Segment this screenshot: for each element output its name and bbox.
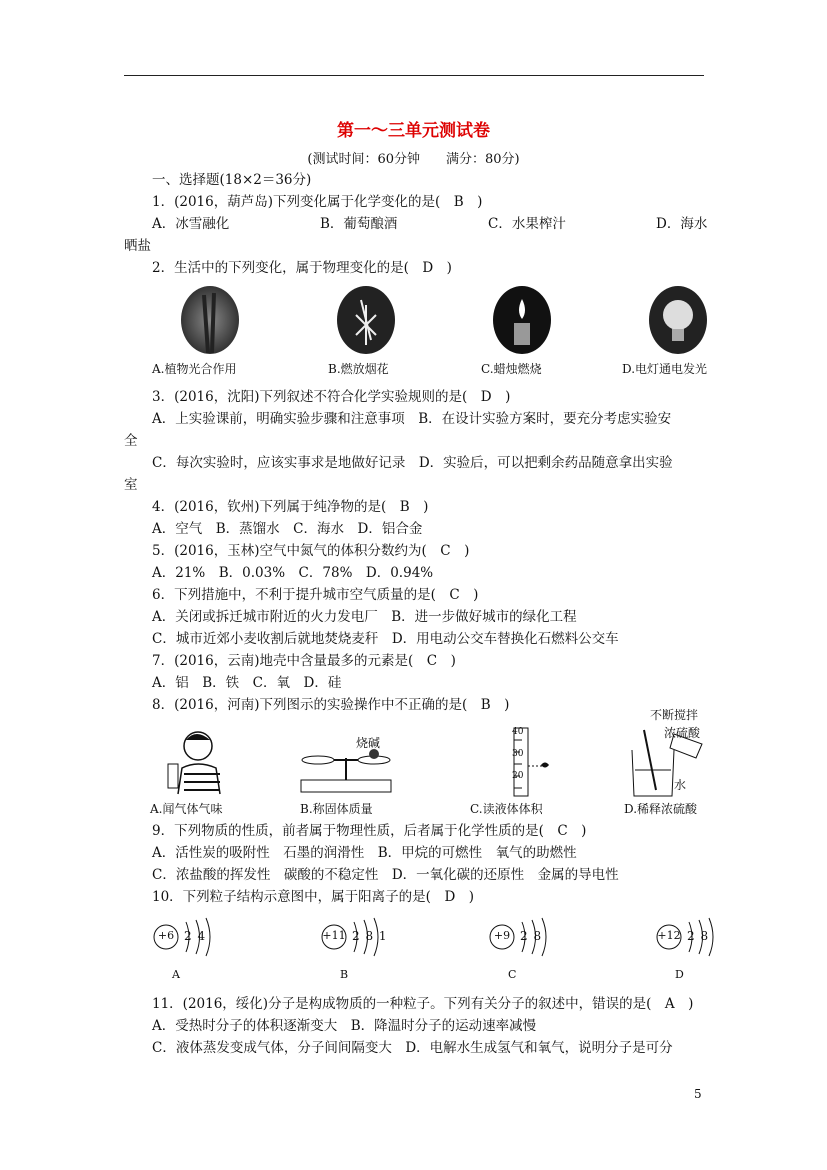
- smelling-gas-image: [160, 728, 230, 798]
- page-title: 第一～三单元测试卷: [337, 121, 490, 141]
- q4-stem: 4．(2016，钦州)下列属于纯净物的是( B ): [152, 499, 429, 515]
- q8-caption-d: D.稀释浓硫酸: [624, 802, 698, 816]
- q1-option-d: D．海水: [656, 216, 708, 232]
- electron-shells: 2 4: [184, 929, 207, 943]
- q9-stem: 9．下列物质的性质，前者属于物理性质，后者属于化学性质的是( C ): [152, 823, 587, 839]
- lightbulb-image: [648, 285, 708, 355]
- q8-caption-c: C.读液体体积: [470, 802, 543, 816]
- q11-stem: 11．(2016，绥化)分子是构成物质的一种粒子。下列有关分子的叙述中，错误的是( A ): [152, 996, 694, 1012]
- page-subtitle: (测试时间：60分钟 满分：80分): [307, 152, 520, 167]
- q6-stem: 6．下列措施中，不利于提升城市空气质量的是( C ): [152, 587, 479, 603]
- q10-stem: 10．下列粒子结构示意图中，属于阳离子的是( D ): [152, 889, 475, 905]
- q2-caption-b: B.燃放烟花: [328, 362, 389, 376]
- eye-icon: [540, 760, 550, 770]
- balance-image: [296, 736, 396, 796]
- q2-caption-d: D.电灯通电发光: [622, 362, 708, 376]
- atom-label: A: [172, 968, 180, 981]
- photosynthesis-image: [180, 285, 240, 355]
- q1-option-b: B．葡萄酿酒: [320, 216, 398, 232]
- q1-stem: 1．(2016，葫芦岛)下列变化属于化学变化的是( B ): [152, 194, 483, 210]
- q8-stem: 8．(2016，河南)下列图示的实验操作中不正确的是( B ): [152, 697, 510, 713]
- nucleus-charge: +9: [493, 929, 511, 942]
- q2-caption-c: C.蜡烛燃烧: [481, 362, 542, 376]
- fireworks-image: [336, 285, 396, 355]
- q11-line1: A．受热时分子的体积逐渐变大 B．降温时分子的运动速率减慢: [152, 1018, 537, 1034]
- tick-40: 40: [512, 727, 524, 737]
- q6-line1: A．关闭或拆迁城市附近的火力发电厂 B．进一步做好城市的绿化工程: [152, 609, 577, 625]
- header-rule: [124, 75, 704, 76]
- section-heading: 一、选择题(18×2＝36分): [152, 172, 312, 188]
- q4-options: A．空气 B．蒸馏水 C．海水 D．铝合金: [152, 521, 423, 537]
- q11-line2: C．液体蒸发变成气体，分子间间隔变大 D．电解水生成氢气和氧气，说明分子是可分: [152, 1040, 673, 1056]
- q3-line2: C．每次实验时，应该实事求是地做好记录 D．实验后，可以把剩余药品随意拿出实验: [152, 455, 673, 471]
- q3-line1-wrap: 全: [124, 433, 138, 449]
- q1-option-c: C．水果榨汁: [488, 216, 566, 232]
- stir-label: 不断搅拌: [650, 708, 699, 722]
- acid-label: 浓硫酸: [664, 726, 701, 740]
- nucleus-charge: +12: [657, 929, 681, 942]
- nucleus-charge: +11: [322, 929, 346, 942]
- graduated-cylinder-image: [504, 726, 544, 798]
- q7-options: A．铝 B．铁 C．氧 D．硅: [152, 675, 342, 691]
- electron-shells: 2 8: [687, 929, 710, 943]
- q2-stem: 2．生活中的下列变化，属于物理变化的是( D ): [152, 260, 452, 276]
- naoh-label: 烧碱: [356, 736, 381, 750]
- q3-line2-wrap: 室: [124, 477, 138, 493]
- q3-stem: 3．(2016，沈阳)下列叙述不符合化学实验规则的是( D ): [152, 389, 511, 405]
- q5-stem: 5．(2016，玉林)空气中氮气的体积分数约为( C ): [152, 543, 470, 559]
- q7-stem: 7．(2016，云南)地壳中含量最多的元素是( C ): [152, 653, 456, 669]
- q1-option-a: A．冰雪融化: [152, 216, 230, 232]
- q3-line1: A．上实验课前，明确实验步骤和注意事项 B．在设计实验方案时，要充分考虑实验安: [152, 411, 672, 427]
- electron-shells: 2 8: [520, 929, 543, 943]
- tick-30: 30: [512, 749, 524, 759]
- candle-image: [492, 285, 552, 355]
- atom-label: C: [508, 968, 517, 981]
- atom-label: D: [675, 968, 684, 981]
- q8-caption-b: B.称固体质量: [300, 802, 373, 816]
- water-label: 水: [674, 778, 687, 792]
- q2-caption-a: A.植物光合作用: [152, 362, 237, 376]
- electron-shells: 2 8 1: [352, 929, 388, 943]
- tick-20: 20: [512, 771, 524, 781]
- nucleus-charge: +6: [157, 929, 175, 942]
- atom-label: B: [340, 968, 349, 981]
- q9-line2: C．浓盐酸的挥发性 碳酸的不稳定性 D．一氧化碳的还原性 金属的导电性: [152, 867, 619, 883]
- q5-options: A．21% B．0.03% C．78% D．0.94%: [152, 565, 434, 581]
- q9-line1: A．活性炭的吸附性 石墨的润滑性 B．甲烷的可燃性 氧气的助燃性: [152, 845, 577, 861]
- q8-caption-a: A.闻气体气味: [150, 802, 223, 816]
- page-number: 5: [694, 1087, 702, 1101]
- q1-wrap: 晒盐: [124, 238, 151, 254]
- q6-line2: C．城市近郊小麦收割后就地焚烧麦秆 D．用电动公交车替换化石燃料公交车: [152, 631, 619, 647]
